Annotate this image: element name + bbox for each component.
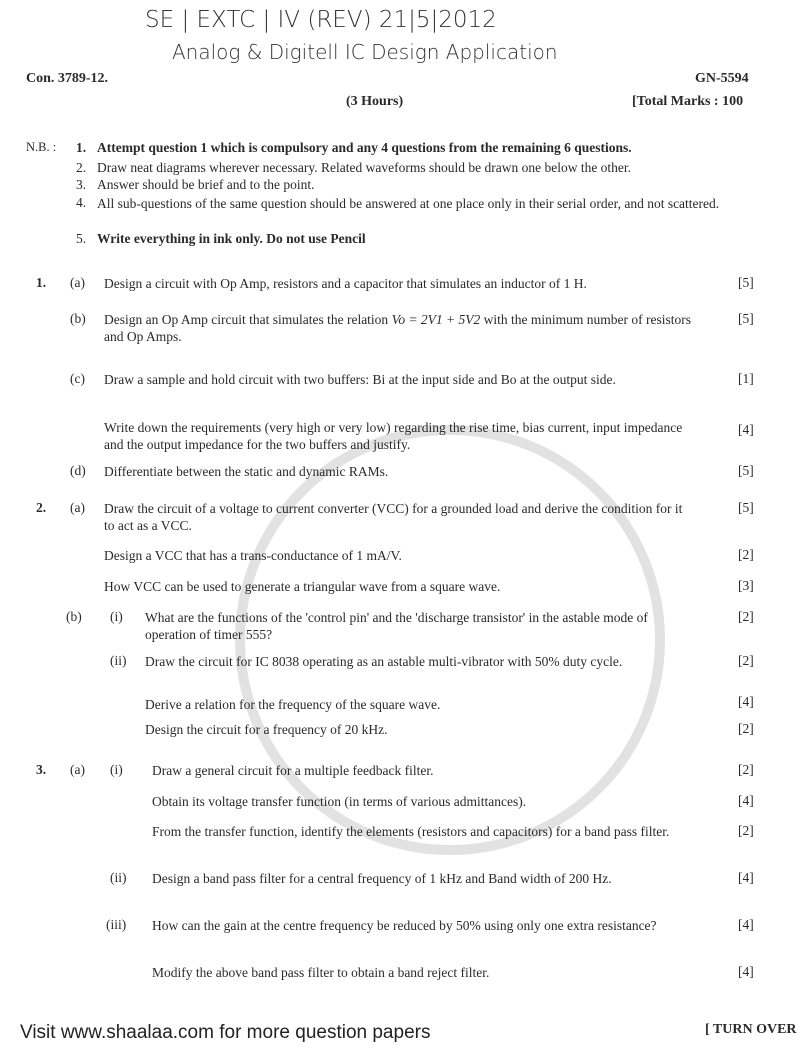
marks: [2] xyxy=(738,823,754,838)
marks: [2] xyxy=(738,547,754,562)
question-text: Design a circuit with Op Amp, resistors and a capacitor that simulates an inductor of 1 H. xyxy=(104,276,587,291)
instruction-number: 4. xyxy=(76,195,87,210)
question-text: Draw a general circuit for a multiple feedback filter. xyxy=(152,763,434,778)
question-text: How VCC can be used to generate a triangular wave from a square wave. xyxy=(104,579,501,594)
instruction-number: 1. xyxy=(76,140,87,155)
marks: [3] xyxy=(738,578,754,593)
instruction-number: 3. xyxy=(76,177,87,192)
part-label: (a) xyxy=(70,500,85,515)
part-label: (b) xyxy=(66,609,82,624)
part-label: (b) xyxy=(70,311,86,326)
question-text: Differentiate between the static and dynamic RAMs. xyxy=(104,464,389,479)
formula: Vo = 2V1 + 5V2 xyxy=(391,312,481,327)
marks: [2] xyxy=(738,762,754,777)
question-text: Draw the circuit for IC 8038 operating as an astable multi-vibrator with 50% duty cycle. xyxy=(145,654,623,669)
instruction-text: Answer should be brief and to the point. xyxy=(97,177,315,192)
duration: (3 Hours) xyxy=(346,94,404,109)
handwritten-subject: Analog & Digitell IC Design Application xyxy=(172,40,558,64)
marks: [5] xyxy=(738,275,754,290)
marks: [2] xyxy=(738,653,754,668)
marks: [2] xyxy=(738,721,754,736)
question-text: How can the gain at the centre frequency be reduced by 50% using only one extra resistance? xyxy=(152,918,657,933)
instruction-text: Write everything in ink only. Do not use Pencil xyxy=(97,231,366,246)
marks: [4] xyxy=(738,870,754,885)
question-text: Design a VCC that has a trans-conductance of 1 mA/V. xyxy=(104,548,402,563)
marks: [4] xyxy=(738,694,754,709)
marks: [4] xyxy=(738,964,754,979)
paper-code: GN-5594 xyxy=(695,71,749,86)
instruction-number: 2. xyxy=(76,160,87,175)
question-number: 2. xyxy=(36,500,47,515)
con-number: Con. 3789-12. xyxy=(26,71,109,86)
marks: [5] xyxy=(738,311,754,326)
part-label: (c) xyxy=(70,371,85,386)
question-text xyxy=(104,311,694,345)
sub-label: (ii) xyxy=(110,870,127,885)
sub-label: (iii) xyxy=(106,917,127,932)
marks: [4] xyxy=(738,917,754,932)
marks: [1] xyxy=(738,371,754,386)
handwritten-course: SE | EXTC | IV (REV) 21|5|2012 xyxy=(145,7,497,33)
question-text: Modify the above band pass filter to obtain a band reject filter. xyxy=(152,965,490,980)
instruction-text: Draw neat diagrams wherever necessary. Related waveforms should be drawn one below the other. xyxy=(97,160,632,175)
instruction-number: 5. xyxy=(76,231,87,246)
question-text: Obtain its voltage transfer function (in terms of various admittances). xyxy=(152,794,527,809)
question-text: Design the circuit for a frequency of 20 kHz. xyxy=(145,722,388,737)
sub-label: (i) xyxy=(110,609,123,624)
turn-over: [ TURN OVER xyxy=(705,1022,797,1037)
question-text: Write down the requirements (very high or very low) regarding the rise time, bias current, input impedance and the output impedance for the two buffers and justify. xyxy=(104,420,683,452)
question-text: Derive a relation for the frequency of the square wave. xyxy=(145,697,441,712)
marks: [5] xyxy=(738,500,754,515)
marks: [4] xyxy=(738,793,754,808)
question-text: Design a band pass filter for a central frequency of 1 kHz and Band width of 200 Hz. xyxy=(152,871,612,886)
part-label: (d) xyxy=(70,463,86,478)
question-text: What are the functions of the 'control pin' and the 'discharge transistor' in the astable mode of operation of timer 555? xyxy=(145,610,648,642)
instruction-text: All sub-questions of the same question should be answered at one place only in their serial order, and not scattered. xyxy=(97,196,720,211)
text-post: with the minimum number of resistors and Op Amps. xyxy=(104,312,692,344)
instruction-text: Attempt question 1 which is compulsory and any 4 questions from the remaining 6 questions. xyxy=(97,140,632,155)
sub-label: (i) xyxy=(110,762,123,777)
question-number: 1. xyxy=(36,275,47,290)
marks: [5] xyxy=(738,463,754,478)
question-number: 3. xyxy=(36,762,47,777)
sub-label: (ii) xyxy=(110,653,127,668)
total-marks: [Total Marks : 100 xyxy=(632,94,744,109)
question-text: Draw a sample and hold circuit with two buffers: Bi at the input side and Bo at the output side. xyxy=(104,372,616,387)
part-label: (a) xyxy=(70,275,85,290)
question-text: Draw the circuit of a voltage to current converter (VCC) for a grounded load and derive the condition for it to act as a VCC. xyxy=(104,501,683,533)
footer-link[interactable]: Visit www.shaalaa.com for more question papers xyxy=(20,1022,431,1043)
marks: [4] xyxy=(738,422,754,437)
part-label: (a) xyxy=(70,762,85,777)
question-text: From the transfer function, identify the elements (resistors and capacitors) for a band pass filter. xyxy=(152,824,670,839)
marks: [2] xyxy=(738,609,754,624)
nb-label: N.B. : xyxy=(26,140,57,154)
text-pre: Design an Op Amp circuit that simulates the relation xyxy=(104,312,389,327)
